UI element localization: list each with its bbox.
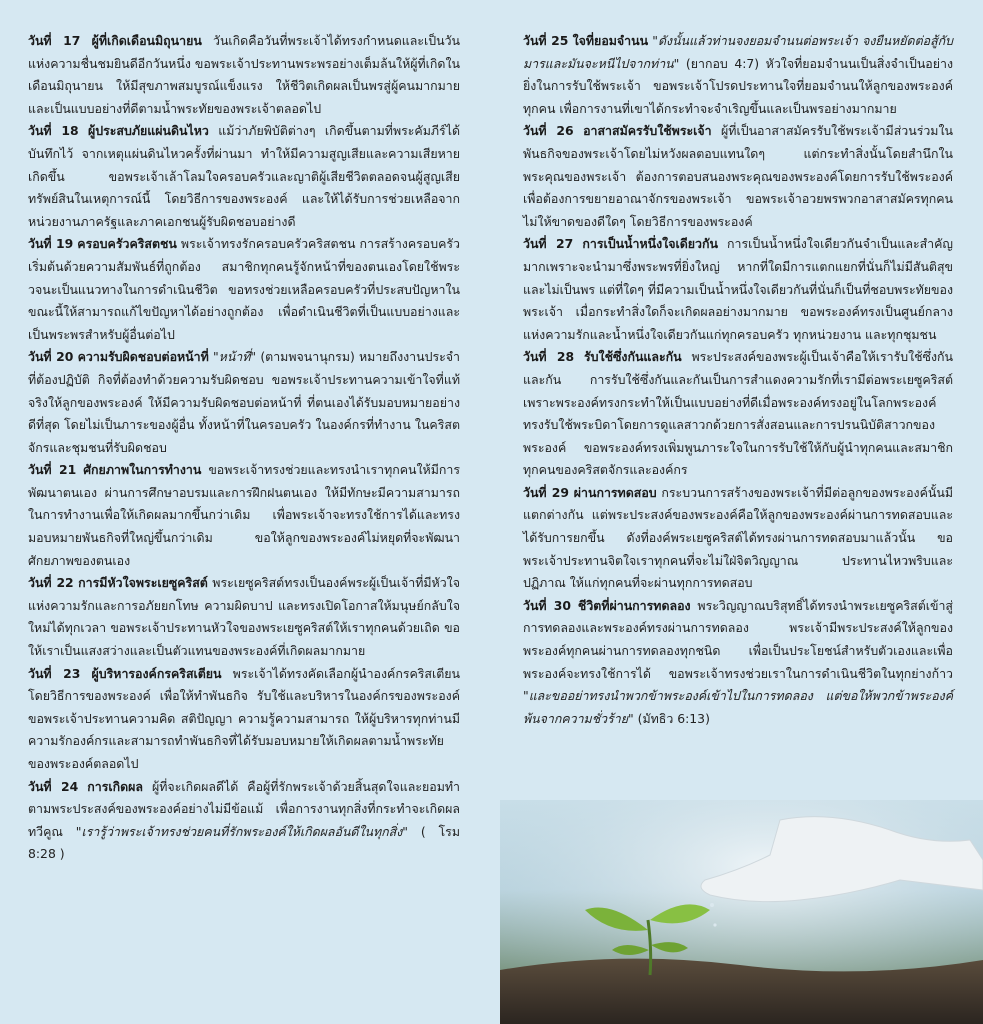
entry-heading: ศักยภาพในการทำงาน	[83, 462, 202, 478]
entry-body: พระเจ้าได้ทรงคัดเลือกผู้นำองค์กรคริสเตียน โดยวิธีการของพระองค์ เพื่อให้ทำพันธกิจ รับใช้และบริหารในองค์กรของพระองค์ ขอพระเจ้าประทานความคิด สติปัญญา ความรู้ความสามารถ ให้ผู้บริหารทุกท่านมีความรักองค์กรและสามารถทำพันธกิจที่ได้รับมอบหมายให้เกิดผลตามน้ำพระทัยของพระองค์ตลอดไป	[28, 665, 460, 771]
day-label: วันที่ 27	[523, 236, 574, 252]
day-label: วันที่ 20	[28, 349, 74, 365]
entry-quote: "ดังนั้นแล้วท่านจงยอมจำนนต่อพระเจ้า จงยืนหยัดต่อสู้กับมารและมันจะหนีไปจากท่าน"	[523, 33, 953, 71]
entry-day-29	[523, 482, 953, 595]
entry-quote: "หน้าที่"	[208, 349, 257, 365]
left-column	[28, 30, 460, 866]
entry-body: กระบวนการสร้างของพระเจ้าที่มีต่อลูกของพระองค์นั้นมีแตกต่างกัน แต่พระประสงค์ของพระองค์คือให้ลูกของพระองค์ผ่านการทดสอบและได้รับการยกขึ้น ดังที่องค์พระเยซูคริสต์ได้ทรงผ่านการทดสอบมาแล้วนั้น ขอพระเจ้าประทานจิตใจเราทุกคนที่จะไม่ใฝ่จิตวิญญาณ ประทานไหวพริบและปฏิภาณ ให้แก่ทุกคนที่จะผ่านทุกการทดสอบ	[523, 484, 953, 591]
day-label: วันที่ 28	[523, 349, 575, 365]
entry-day-28	[523, 346, 953, 482]
entry-day-27	[523, 233, 953, 346]
entry-heading: การเกิดผล	[87, 778, 143, 794]
seedling-photo	[500, 800, 983, 1024]
entry-quote: "และขออย่าทรงนำพวกข้าพระองค์เข้าไปในการทดลอง แต่ขอให้พวกข้าพระองค์พ้นจากความชั่วร้าย"	[523, 688, 953, 726]
entry-body: ผู้ที่จะเกิดผลดีได้ คือผู้ที่รักพระเจ้าด้วยสิ้นสุดใจและยอมทำตามพระประสงค์ของพระองค์อย่างไม่มีข้อแม้ เพื่อการงานทุกสิ่งที่กระทำจะเกิดผลทวีคูณ	[28, 778, 460, 839]
entry-heading: ผ่านการทดสอบ	[573, 484, 657, 500]
entry-body: แม้ว่าภัยพิบัติต่างๆ เกิดขึ้นตามที่พระคัมภีร์ได้บันทึกไว้ จากเหตุแผ่นดินไหวครั้งที่ผ่านมา ทำให้มีความสูญเสียและความเสียหายเกิดขึ้น ขอพระเจ้าเล้าโลมใจครอบครัวและญาติผู้เสียชีวิตตลอดจนผู้สูญเสียทรัพย์สินในเหตุการณ์นี้ โดยวิธีการของพระองค์ และให้ได้รับการช่วยเหลือจากหน่วยงานภาครัฐและภาคเอกชนผู้รับผิดชอบอย่างดี	[28, 123, 460, 229]
day-label: วันที่ 25	[523, 33, 569, 48]
entry-body: พระวิญญาณบริสุทธิ์ได้ทรงนำพระเยซูคริสต์เข้าสู่การทดลองและพระองค์ทรงผ่านการทดลอง พระเจ้ามีพระประสงค์ให้ลูกของพระองค์ทุกคนผ่านการทดลองทุกชนิด เพื่อเป็นประโยชน์สำหรับตัวเองและเพื่อพระองค์จะทรงใช้การได้ ขอพระเจ้าทรงช่วยเราในการดำเนินชีวิตในทุกย่างก้าว	[523, 597, 953, 681]
day-label: วันที่ 21	[28, 462, 77, 478]
entry-heading: ผู้บริหารองค์กรคริสเตียน	[91, 665, 222, 681]
entry-day-17	[28, 30, 460, 120]
day-label: วันที่ 24	[28, 778, 79, 794]
entry-quote: "เรารู้ว่าพระเจ้าทรงช่วยคนที่รักพระองค์ให้เกิดผลอันดีในทุกสิ่ง"	[62, 823, 408, 839]
entry-heading: ใจที่ยอมจำนน	[572, 33, 649, 48]
day-label: วันที่ 19	[28, 236, 74, 252]
entry-day-19	[28, 233, 460, 346]
day-label: วันที่ 30	[523, 597, 572, 613]
entry-body: (ยากอบ 4:7) หัวใจที่ยอมจำนนเป็นสิ่งจำเป็นอย่างยิ่งในการรับใช้พระเจ้า ขอพระเจ้าโปรดประทานใจที่ยอมจำนนให้ลูกของพระองค์ทุกคน เพื่อการงานที่เขาได้กระทำจะจำเริญขึ้นและเป็นพรอย่างมากมาย	[523, 55, 953, 116]
entry-heading: ผู้ประสบภัยแผ่นดินไหว	[87, 123, 209, 139]
entry-day-25	[523, 30, 953, 120]
entry-day-23	[28, 663, 460, 776]
entry-heading: ผู้ที่เกิดเดือนมิถุนายน	[91, 33, 202, 48]
day-label: วันที่ 26	[523, 123, 574, 139]
entry-body: วันเกิดคือวันที่พระเจ้าได้ทรงกำหนดและเป็นวันแห่งความชื่นชมยินดีอีกวันหนึ่ง ขอพระเจ้าประทานพระพรอย่างเต็มล้นให้ผู้ที่เกิดในเดือนมิถุนายน ให้มีสุขภาพสมบูรณ์แข็งแรง ให้ชีวิตเกิดผลเป็นพรสู่ผู้คนมากมายและเป็นแบบอย่างที่ดีตามน้ำพระทัยของพระเจ้าตลอดไป	[28, 33, 461, 116]
entry-body: ผู้ที่เป็นอาสาสมัครรับใช้พระเจ้ามีส่วนร่วมในพันธกิจของพระเจ้าโดยไม่หวังผลตอบแทนใดๆ แต่กระทำสิ่งนั้นโดยสำนึกในพระคุณของพระเจ้า ต้องการตอบสนองพระคุณของพระองค์โดยการรับใช้พระองค์ เพื่อต้องการขยายอาณาจักรของพระเจ้า ขอพระเจ้าอวยพรพวกอาสาสมัครทุกคนไม่ให้ขาดของดีใดๆ โดยวิธีการของพระองค์	[523, 123, 953, 229]
entry-day-21	[28, 459, 460, 572]
entry-day-30	[523, 595, 953, 731]
entry-heading: ครอบครัวคริสตชน	[77, 236, 177, 252]
entry-body: (ตามพจนานุกรม) หมายถึงงานประจำที่ต้องปฏิบัติ กิจที่ต้องทำด้วยความรับผิดชอบ ขอพระเจ้าประทานความเข้าใจที่แท้จริงให้ลูกของพระองค์ ให้มีความรับผิดชอบต่อหน้าที่ ที่ตนเองได้รับมอบหมายอย่างดีที่สุด โดยไม่เป็นภาระของผู้อื่น ทั้งหน้าที่ในครอบครัว ในองค์กรที่ทำงาน ในคริสตจักรและชุมชนที่รับผิดชอบ	[28, 349, 460, 455]
entry-heading: รับใช้ซึ่งกันและกัน	[584, 349, 682, 365]
day-label: วันที่ 29	[523, 484, 569, 500]
entry-day-20	[28, 346, 460, 459]
entry-heading: ชีวิตที่ผ่านการทดลอง	[577, 597, 691, 613]
day-label: วันที่ 18	[28, 123, 79, 139]
entry-body: ขอพระเจ้าทรงช่วยและทรงนำเราทุกคนให้มีการพัฒนาตนเอง ผ่านการศึกษาอบรมและการฝึกฝนตนเอง ให้มีทักษะมีความสามารถในการทำงานเพื่อให้เกิดผลมากขึ้นกว่าเดิม เพื่อพระเจ้าจะทรงใช้การได้และทรงมอบหมายพันธกิจที่ใหญ่ขึ้นกว่าเดิม ขอให้ลูกของพระองค์ไม่หยุดที่จะพัฒนาศักยภาพของตนเอง	[28, 462, 460, 568]
entry-day-26	[523, 120, 953, 233]
entry-heading: อาสาสมัครรับใช้พระเจ้า	[583, 123, 712, 139]
scripture-reference: (มัทธิว 6:13)	[633, 710, 710, 726]
entry-heading: การเป็นน้ำหนึ่งใจเดียวกัน	[582, 236, 718, 252]
entry-heading: ความรับผิดชอบต่อหน้าที่	[77, 349, 209, 365]
day-label: วันที่ 23	[28, 665, 81, 681]
entry-body: พระเยซูคริสต์ทรงเป็นองค์พระผู้เป็นเจ้าที่มีหัวใจแห่งความรักและการอภัยยกโทษ ความผิดบาป และทรงเปิดโอกาสให้มนุษย์กลับใจใหม่ได้ทุกเวลา ขอพระเจ้าประทานหัวใจของพระเยซูคริสต์ให้เราทุกคนด้วยเถิด ขอให้เราเป็นแสงสว่างและเป็นตัวแทนของพระองค์ที่เกิดผลมากมาย	[28, 575, 460, 659]
entry-day-24	[28, 776, 460, 866]
right-column	[523, 30, 953, 730]
entry-body: พระประสงค์ของพระผู้เป็นเจ้าคือให้เรารับใช้ซึ่งกันและกัน การรับใช้ซึ่งกันและกันเป็นการสำแดงความรักที่เรามีต่อพระเยซูคริสต์ เพราะพระองค์ทรงกระทำให้เป็นแบบอย่างที่ดีเมื่อพระองค์ทรงอยู่ในโลกพระองค์ทรงรับใช้พระบิดาโดยการดูแลสาวกด้วยการสั่งสอนและการปรนนิบัติสาวกของพระองค์ ขอพระองค์ทรงเพิ่มพูนภาระใจในการรับใช้ให้กับผู้นำทุกคนและสมาชิกทุกคนของคริสตจักรและองค์กร	[523, 349, 953, 478]
scripture-reference: ( โรม 8:28 )	[28, 823, 460, 862]
entry-day-18	[28, 120, 460, 233]
seedling-illustration	[500, 800, 983, 1024]
entry-body: พระเจ้าทรงรักครอบครัวคริสตชน การสร้างครอบครัวเริ่มต้นด้วยความสัมพันธ์ที่ถูกต้อง สมาชิกทุกคนรู้จักหน้าที่ของตนเองโดยใช้พระวจนะเป็นแนวทางในการดำเนินชีวิต ขอทรงช่วยเหลือครอบครัวที่ประสบปัญหาในขณะนี้ให้สามารถแก้ไขปัญหาได้อย่างถูกต้อง เพื่อดำเนินชีวิตที่เป็นแบบอย่างและเป็นพระพรสำหรับผู้อื่นต่อไป	[28, 236, 460, 342]
entry-body: การเป็นน้ำหนึ่งใจเดียวกันจำเป็นและสำคัญมากเพราะจะนำมาซึ่งพระพรที่ยิ่งใหญ่ หากที่ใดมีการแตกแยกที่นั่นก็ไม่มีสันติสุขและไม่เป็นพร แต่ที่ใดๆ ที่มีความเป็นน้ำหนึ่งใจเดียวกันที่นั่นก็เป็นที่ชอบพระทัยของพระเจ้า เมื่อกระทำสิ่งใดก็จะเกิดผลอย่างมากมาย ขอพระองค์ทรงเป็นศูนย์กลางแห่งความรักและน้ำหนึ่งใจเดียวกันแก่ทุกครอบครัว ทุกหน่วยงาน และทุกชุมชน	[523, 236, 953, 342]
day-label: วันที่ 17	[28, 33, 81, 48]
entry-heading: การมีหัวใจพระเยซูคริสต์	[78, 575, 208, 591]
entry-day-22	[28, 572, 460, 662]
day-label: วันที่ 22	[28, 575, 74, 591]
